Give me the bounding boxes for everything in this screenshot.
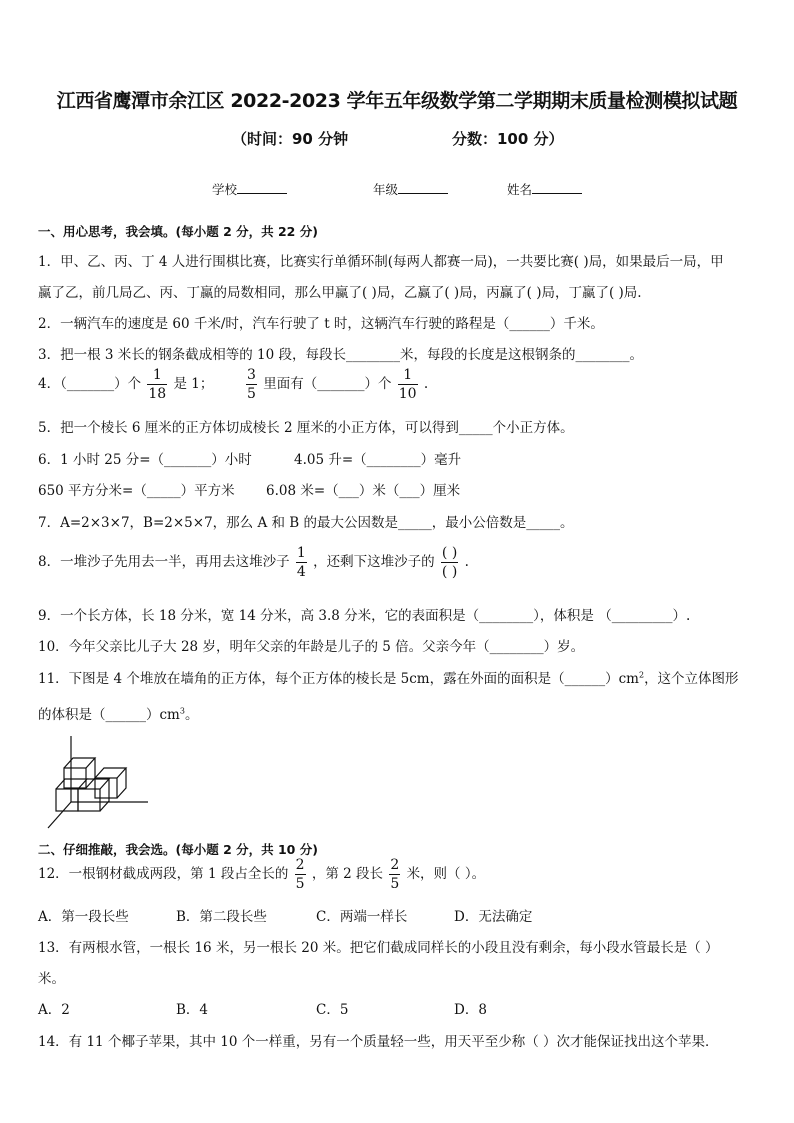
q13-option-c[interactable]: C．5	[316, 1002, 349, 1018]
question-9: 9．一个长方体，长 18 分米，宽 14 分米，高 3.8 分米，它的表面积是（________），体积是 （_________）.	[38, 608, 691, 624]
question-14: 14．有 11 个椰子苹果，其中 10 个一样重，另有一个质量轻一些，用天平至少称（ ）次才能保证找出这个苹果．	[38, 1034, 719, 1050]
question-6-c: 650 平方分米=（_____）平方米	[38, 483, 235, 499]
wall-floor-edge-left	[48, 802, 71, 828]
answer-fraction-blank[interactable]: $\frac{( )}{( )}$	[441, 545, 458, 580]
question-5: 5．把一个棱长 6 厘米的正方体切成棱长 2 厘米的小正方体，可以得到_____个小正方体。	[38, 420, 574, 436]
fraction-2-5-b: $\frac{2}{5}$	[390, 857, 400, 892]
question-11-line-2: 的体积是$(\_\_\_\_\_\_)cm^3$。	[38, 706, 199, 723]
fraction-3-5: $\frac{3}{5}$	[247, 367, 256, 402]
grade-blank[interactable]	[398, 181, 448, 194]
name-label: 姓名	[507, 182, 533, 197]
question-11-line-1: 11．下图是 4 个堆放在墙角的正方体，每个正方体的棱长是 5cm，露在外面的面积是$(\_\_\_\_\_\_)cm^2$，这个立体图形	[38, 670, 739, 687]
question-1-line-1: 1．甲、乙、丙、丁 4 人进行围棋比赛，比赛实行单循环制(每两人都赛一局)，一共要比赛( )局，如果最后一局，甲	[38, 254, 724, 270]
question-6-d: 6.08 米=（___）米（___）厘米	[266, 483, 461, 499]
grade-label: 年级	[373, 182, 399, 197]
q12-option-d[interactable]: D．无法确定	[454, 909, 533, 925]
question-13-line-2: 米。	[38, 971, 65, 987]
question-8: 8．一堆沙子先用去一半，再用去这堆沙子 $\frac{1}{4}$ ，还剩下这堆沙子的 $\frac{( )}{( )}$ .	[38, 545, 469, 580]
cube-stack-figure	[44, 734, 154, 834]
section-2-heading: 二、仔细推敲，我会选。(每小题 2 分，共 10 分)	[38, 842, 318, 857]
school-blank[interactable]	[237, 181, 287, 194]
section-1-heading: 一、用心思考，我会填。(每小题 2 分，共 22 分)	[38, 224, 318, 239]
question-1-line-2: 赢了乙，前几局乙、丙、丁赢的局数相同，那么甲赢了( )局，乙赢了( )局，丙赢了( )局，丁赢了( )局.	[38, 285, 642, 301]
question-2: 2．一辆汽车的速度是 60 千米/时，汽车行驶了 t 时，这辆汽车行驶的路程是（______）千米。	[38, 316, 604, 332]
question-6-b: 4.05 升=（________）毫升	[294, 452, 462, 468]
question-4: 4．（_______）个 $\frac{1}{18}$ 是 1； $\frac{3}{5}$ 里面有（_______）个 $\frac{1}{10}$ .	[38, 367, 429, 402]
cube-top	[64, 758, 95, 788]
q12-option-c[interactable]: C．两端一样长	[316, 909, 408, 925]
question-13-line-1: 13．有两根水管，一根长 16 米，另一根长 20 米。把它们截成同样长的小段且没有剩余，每小段水管最长是（ ）	[38, 940, 719, 956]
fraction-2-5-a: $\frac{2}{5}$	[295, 857, 305, 892]
question-10: 10．今年父亲比儿子大 28 岁，明年父亲的年龄是儿子的 5 倍。父亲今年（________）岁。	[38, 639, 585, 655]
page-title: 江西省鹰潭市余江区 2022-2023 学年五年级数学第二学期期末质量检测模拟试题	[56, 90, 738, 112]
question-6-a: 6．1 小时 25 分=（_______）小时	[38, 452, 252, 468]
q12-option-b[interactable]: B．第二段长些	[176, 909, 267, 925]
fraction-1-10: $\frac{1}{10}$	[398, 367, 417, 402]
school-label: 学校	[212, 182, 238, 197]
exam-time: （时间：90 分钟	[232, 130, 349, 148]
grade-field	[373, 180, 448, 198]
fraction-1-18: $\frac{1}{18}$	[148, 367, 167, 402]
question-3: 3．把一根 3 米长的钢条截成相等的 10 段，每段长________米，每段的长度是这根钢条的________。	[38, 347, 644, 363]
question-12: 12．一根钢材截成两段，第 1 段占全长的 $\frac{2}{5}$ ，第 2 段长 $\frac{2}{5}$ 米，则（ ）。	[38, 857, 486, 892]
exam-score: 分数：100 分）	[452, 130, 564, 148]
question-7: 7．A=2×3×7，B=2×5×7，那么 A 和 B 的最大公因数是_____，最小公倍数是_____。	[38, 515, 574, 531]
q13-option-a[interactable]: A．2	[38, 1002, 70, 1018]
school-field	[212, 180, 287, 198]
q12-option-a[interactable]: A．第一段长些	[38, 909, 129, 925]
name-field	[507, 180, 582, 198]
fraction-1-4: $\frac{1}{4}$	[296, 545, 306, 580]
q13-option-b[interactable]: B．4	[176, 1002, 209, 1018]
name-blank[interactable]	[532, 181, 582, 194]
q13-option-d[interactable]: D．8	[454, 1002, 487, 1018]
